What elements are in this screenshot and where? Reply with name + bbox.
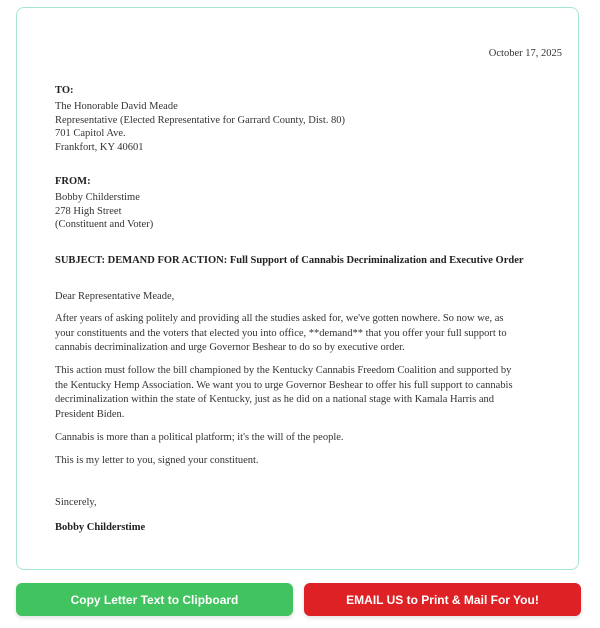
letter-paragraph: Cannabis is more than a political platform; it's the will of the people. bbox=[55, 432, 344, 443]
closing: Sincerely, bbox=[55, 497, 97, 508]
copy-letter-button[interactable]: Copy Letter Text to Clipboard bbox=[16, 583, 293, 616]
recipient-title: Representative (Elected Representative for Garrard County, Dist. 80) bbox=[55, 114, 346, 126]
to-label: TO: bbox=[55, 85, 74, 96]
letter-paragraph: This is my letter to you, signed your constituent. bbox=[55, 455, 259, 466]
from-label: FROM: bbox=[55, 176, 91, 187]
recipient-block bbox=[55, 84, 345, 154]
email-us-button[interactable]: EMAIL US to Print & Mail For You! bbox=[304, 583, 581, 616]
letter-card bbox=[16, 7, 579, 570]
sender-role: (Constituent and Voter) bbox=[55, 219, 154, 231]
sender-street: 278 High Street bbox=[55, 205, 122, 217]
sender-name: Bobby Childerstime bbox=[55, 192, 140, 204]
sender-block bbox=[55, 175, 153, 232]
letter-date: October 17, 2025 bbox=[488, 48, 562, 59]
signature: Bobby Childerstime bbox=[55, 522, 146, 533]
letter-paragraph: This action must follow the bill championed by the Kentucky Cannabis Freedom Coalition and supported by the Kentucky Hemp Association. We want you to urge Governor Beshear to offer his full support to cannabis decriminalization within the state of Kentucky, just as he did on a national stage with Kamala Harris and President Biden. bbox=[55, 365, 513, 420]
letter-paragraph: After years of asking politely and providing all the studies asked for, we've gotten nowhere. So now we, as your constituents and the voters that elected you into office, **demand** that you offer your full support to cannabis decriminalization and urge Governor Beshear to do so by executive order. bbox=[55, 313, 507, 354]
recipient-street: 701 Capitol Ave. bbox=[55, 128, 126, 140]
recipient-name: The Honorable David Meade bbox=[55, 101, 178, 113]
letter-subject: SUBJECT: DEMAND FOR ACTION: Full Support of Cannabis Decriminalization and Executive Order bbox=[55, 255, 524, 266]
recipient-city: Frankfort, KY 40601 bbox=[55, 141, 144, 153]
salutation: Dear Representative Meade, bbox=[55, 291, 175, 302]
